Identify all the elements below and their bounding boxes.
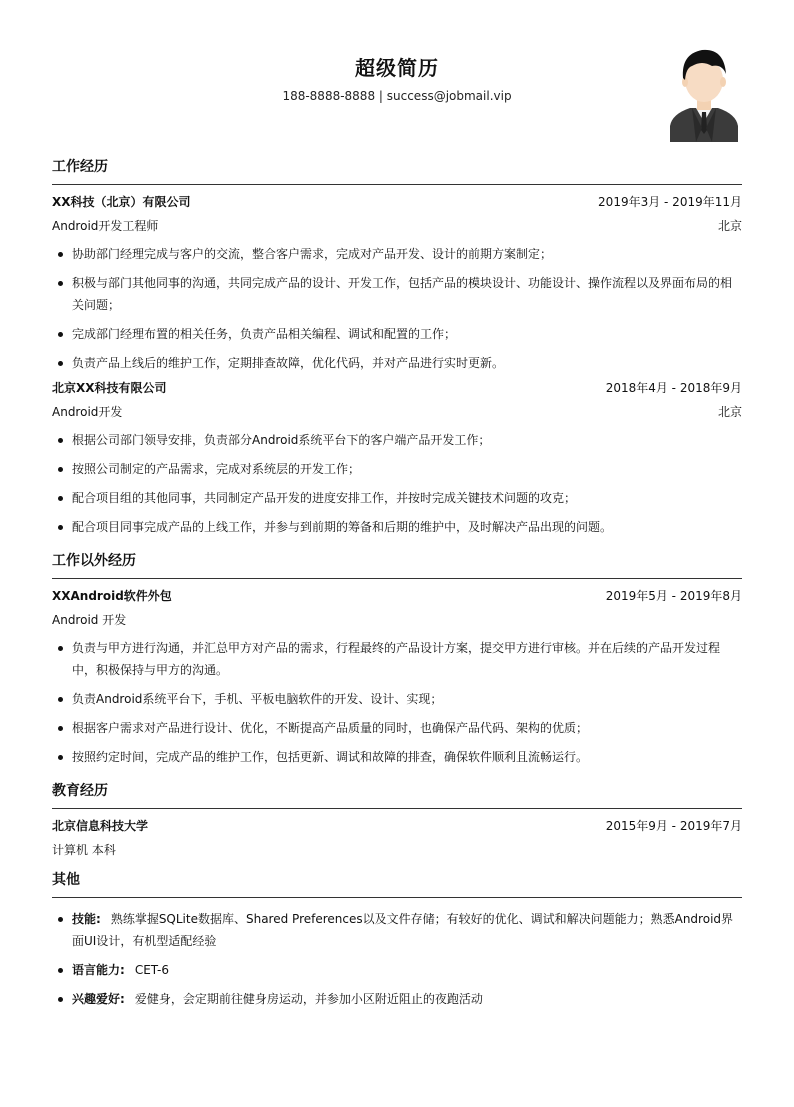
hobbies-item (52, 988, 742, 1010)
skills-item (52, 908, 742, 952)
job-entry (52, 195, 742, 374)
bullet-item: 积极与部门其他同事的沟通，共同完成产品的设计、开发工作，包括产品的模块设计、功能设计、操作流程以及界面布局的相关问题； (52, 272, 742, 316)
date-range: 2018年4月 - 2018年9月 (605, 381, 742, 395)
company-name: 北京XX科技有限公司 (52, 381, 167, 395)
job-role: Android开发工程师 (52, 219, 159, 233)
bullet-item: 负责Android系统平台下，手机、平板电脑软件的开发、设计、实现； (52, 688, 742, 710)
contact-info: 188-8888-8888 | success@jobmail.vip (282, 89, 512, 103)
bullet-item: 配合项目同事完成产品的上线工作，并参与到前期的筹备和后期的维护中，及时解决产品出现的问题。 (52, 516, 742, 538)
job-bullets (52, 429, 742, 538)
date-range: 2019年5月 - 2019年8月 (605, 589, 742, 603)
bullet-item: 根据客户需求对产品进行设计、优化，不断提高产品质量的同时，也确保产品代码、架构的优质； (52, 717, 742, 739)
degree: 计算机 本科 (52, 843, 116, 857)
project-name: XXAndroid软件外包 (52, 589, 172, 603)
extra-section-title: 工作以外经历 (52, 550, 742, 579)
hobbies-value: 爱健身，会定期前往健身房运动，并参加小区附近阻止的夜跑活动 (134, 992, 483, 1006)
project-role: Android 开发 (52, 613, 127, 627)
resume-content (52, 150, 742, 1022)
language-value: CET-6 (134, 963, 169, 977)
avatar (666, 44, 742, 142)
skills-label: 技能: (72, 912, 101, 926)
job-role: Android开发 (52, 405, 123, 419)
skills-value: 熟练掌握SQLite数据库、Shared Preferences以及文件存储；有较好的优化、调试和解决问题能力；熟悉Android界面UI设计，有机型适配经验 (72, 912, 734, 948)
work-section-title: 工作经历 (52, 156, 742, 185)
bullet-item: 完成部门经理布置的相关任务，负责产品相关编程、调试和配置的工作； (52, 323, 742, 345)
extra-section (52, 550, 742, 768)
work-section (52, 156, 742, 538)
date-range: 2015年9月 - 2019年7月 (605, 819, 742, 833)
bullet-item: 根据公司部门领导安排，负责部分Android系统平台下的客户端产品开发工作； (52, 429, 742, 451)
candidate-name: 超级简历 (355, 56, 439, 80)
date-range: 2019年3月 - 2019年11月 (598, 195, 742, 209)
education-section-title: 教育经历 (52, 780, 742, 809)
bullet-item: 按照公司制定的产品需求，完成对系统层的开发工作； (52, 458, 742, 480)
other-section (52, 869, 742, 1010)
job-entry (52, 381, 742, 538)
job-location: 北京 (717, 219, 742, 233)
language-label: 语言能力: (72, 963, 125, 977)
other-bullets (52, 908, 742, 1010)
extra-entry (52, 589, 742, 768)
job-bullets (52, 243, 742, 374)
resume-header (0, 0, 794, 150)
school-name: 北京信息科技大学 (52, 819, 149, 833)
job-location: 北京 (717, 405, 742, 419)
other-section-title: 其他 (52, 869, 742, 898)
company-name: XX科技（北京）有限公司 (52, 195, 191, 209)
hobbies-label: 兴趣爱好: (72, 992, 125, 1006)
bullet-item: 负责与甲方进行沟通，并汇总甲方对产品的需求，行程最终的产品设计方案，提交甲方进行审核。并在后续的产品开发过程中，积极保持与甲方的沟通。 (52, 637, 742, 681)
bullet-item: 按照约定时间，完成产品的维护工作，包括更新、调试和故障的排查，确保软件顺利且流畅运行。 (52, 746, 742, 768)
extra-bullets (52, 637, 742, 768)
bullet-item: 协助部门经理完成与客户的交流，整合客户需求，完成对产品开发、设计的前期方案制定； (52, 243, 742, 265)
bullet-item: 负责产品上线后的维护工作，定期排查故障，优化代码，并对产品进行实时更新。 (52, 352, 742, 374)
education-section (52, 780, 742, 857)
bullet-item: 配合项目组的其他同事，共同制定产品开发的进度安排工作，并按时完成关键技术问题的攻克； (52, 487, 742, 509)
language-item (52, 959, 742, 981)
